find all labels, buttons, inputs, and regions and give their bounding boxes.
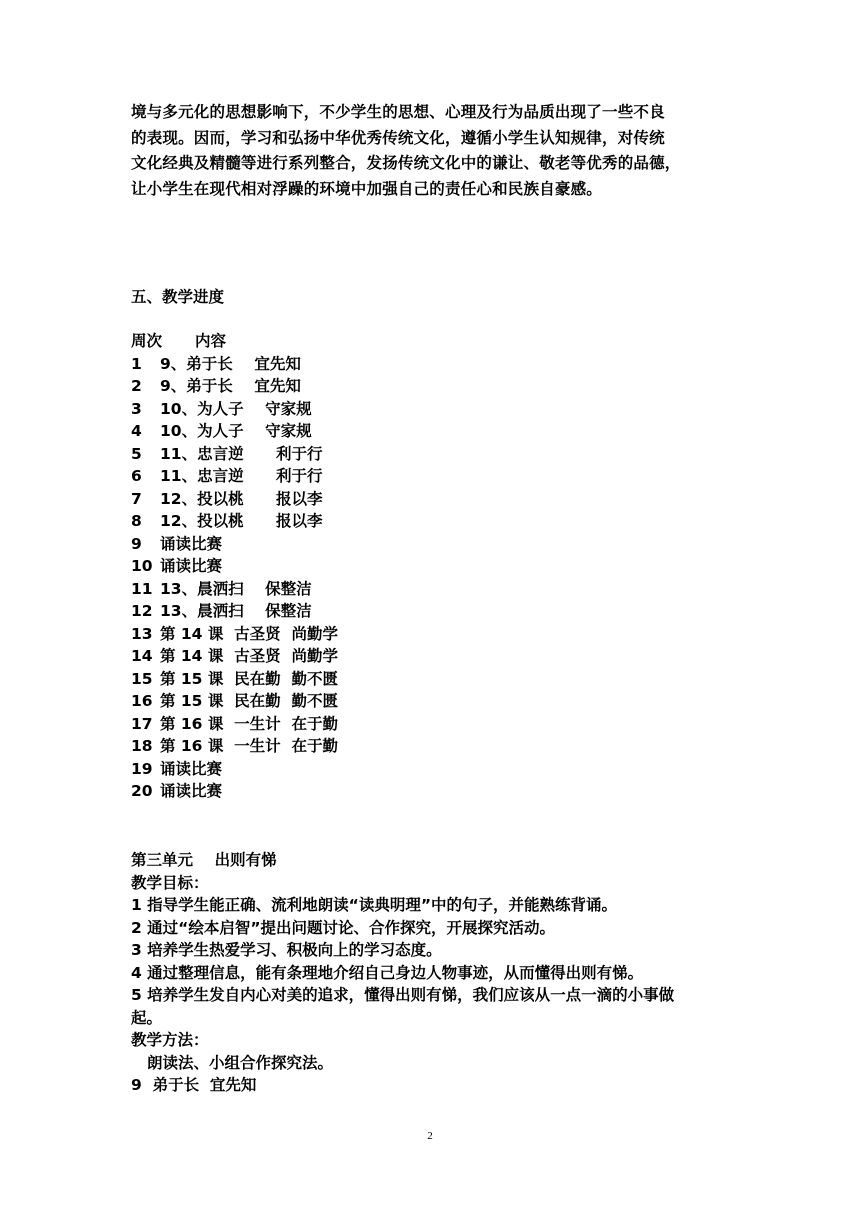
schedule-week: 15 — [131, 669, 153, 688]
schedule-content: 诵读比赛 — [160, 759, 223, 778]
schedule-row — [131, 668, 338, 691]
schedule-content: 11、忠言逆 利于行 — [160, 444, 323, 463]
schedule-content: 11、忠言逆 利于行 — [160, 467, 323, 485]
schedule-row — [131, 353, 338, 376]
schedule-row — [131, 443, 338, 466]
schedule-header — [131, 330, 338, 353]
schedule-content: 诵读比赛 — [160, 534, 223, 553]
schedule-table — [131, 330, 338, 803]
schedule-row — [131, 623, 338, 646]
schedule-row — [131, 780, 338, 803]
intro-paragraph — [131, 100, 741, 202]
schedule-row — [131, 555, 338, 578]
schedule-row — [131, 465, 338, 488]
goals-label: 教学目标： — [131, 873, 209, 892]
schedule-content: 12、投以桃 报以李 — [160, 489, 323, 508]
schedule-row — [131, 735, 338, 758]
schedule-row — [131, 600, 338, 623]
schedule-week: 12 — [131, 602, 153, 620]
schedule-week: 4 — [131, 422, 142, 440]
schedule-row — [131, 713, 338, 736]
schedule-content: 诵读比赛 — [160, 782, 223, 800]
section-title: 五、教学进度 — [131, 288, 225, 306]
schedule-week: 14 — [131, 647, 153, 665]
schedule-row — [131, 420, 338, 443]
schedule-week: 8 — [131, 512, 142, 530]
schedule-week: 7 — [131, 489, 142, 508]
schedule-row — [131, 690, 338, 713]
schedule-week: 17 — [131, 714, 153, 733]
schedule-content: 第 14 课 古圣贤 尚勤学 — [160, 624, 338, 643]
schedule-content: 9、弟于长 宜先知 — [160, 354, 301, 373]
intro-line: 让小学生在现代相对浮躁的环境中加强自己的责任心和民族自豪感。 — [131, 179, 603, 198]
goal-item: 3 培养学生热爱学习、积极向上的学习态度。 — [131, 941, 442, 959]
schedule-row — [131, 533, 338, 556]
schedule-week: 1 — [131, 354, 142, 373]
schedule-content: 第 15 课 民在勤 勤不匮 — [160, 692, 338, 710]
schedule-content: 第 15 课 民在勤 勤不匮 — [160, 669, 338, 688]
goal-item: 1 指导学生能正确、流利地朗读“读典明理”中的句子，并能熟练背诵。 — [131, 896, 618, 914]
schedule-content: 第 16 课 一生计 在于勤 — [160, 737, 338, 755]
schedule-week: 2 — [131, 377, 142, 395]
schedule-row — [131, 398, 338, 421]
schedule-week: 6 — [131, 467, 142, 485]
schedule-header-week: 周次 — [131, 332, 163, 350]
intro-line: 文化经典及精髓等进行系列整合，发扬传统文化中的谦让、敬老等优秀的品德， — [131, 154, 681, 172]
schedule-content: 13、晨洒扫 保整洁 — [160, 579, 312, 598]
intro-line: 的表现。因而，学习和弘扬中华优秀传统文化，遵循小学生认知规律，对传统 — [131, 128, 665, 147]
schedule-content: 第 16 课 一生计 在于勤 — [160, 714, 338, 733]
schedule-content: 9、弟于长 宜先知 — [160, 377, 301, 395]
schedule-content: 10、为人子 守家规 — [160, 399, 312, 418]
schedule-header-content: 内容 — [195, 332, 227, 350]
methods-text: 朗读法、小组合作探究法。 — [147, 1053, 334, 1072]
schedule-row — [131, 645, 338, 668]
goal-item: 2 通过“绘本启智”提出问题讨论、合作探究，开展探究活动。 — [131, 918, 556, 937]
schedule-week: 19 — [131, 759, 153, 778]
page-number: 2 — [427, 1130, 433, 1142]
schedule-content: 13、晨洒扫 保整洁 — [160, 602, 312, 620]
schedule-row — [131, 488, 338, 511]
methods-label: 教学方法： — [131, 1031, 209, 1049]
unit-section — [131, 849, 741, 1097]
schedule-week: 11 — [131, 579, 153, 598]
lesson-title: 9 弟于长 宜先知 — [131, 1076, 257, 1094]
goal-item: 5 培养学生发自内心对美的追求，懂得出则有悌，我们应该从一点一滴的小事做 — [131, 986, 675, 1004]
schedule-week: 3 — [131, 399, 142, 418]
intro-line: 境与多元化的思想影响下，不少学生的思想、心理及行为品质出现了一些不良 — [131, 103, 665, 121]
schedule-row — [131, 375, 338, 398]
schedule-row — [131, 758, 338, 781]
schedule-week: 5 — [131, 444, 142, 463]
schedule-content: 10、为人子 守家规 — [160, 422, 312, 440]
schedule-content: 12、投以桃 报以李 — [160, 512, 323, 530]
schedule-content: 第 14 课 古圣贤 尚勤学 — [160, 647, 338, 665]
schedule-week: 10 — [131, 557, 153, 575]
schedule-week: 16 — [131, 692, 153, 710]
schedule-row — [131, 578, 338, 601]
schedule-week: 9 — [131, 534, 142, 553]
unit-title: 第三单元 出则有悌 — [131, 851, 277, 869]
schedule-row — [131, 510, 338, 533]
goal-item: 起。 — [131, 1008, 163, 1027]
schedule-week: 20 — [131, 782, 153, 800]
schedule-week: 18 — [131, 737, 153, 755]
goal-item: 4 通过整理信息，能有条理地介绍自己身边人物事迹，从而懂得出则有悌。 — [131, 963, 644, 982]
schedule-week: 13 — [131, 624, 153, 643]
schedule-content: 诵读比赛 — [160, 557, 223, 575]
